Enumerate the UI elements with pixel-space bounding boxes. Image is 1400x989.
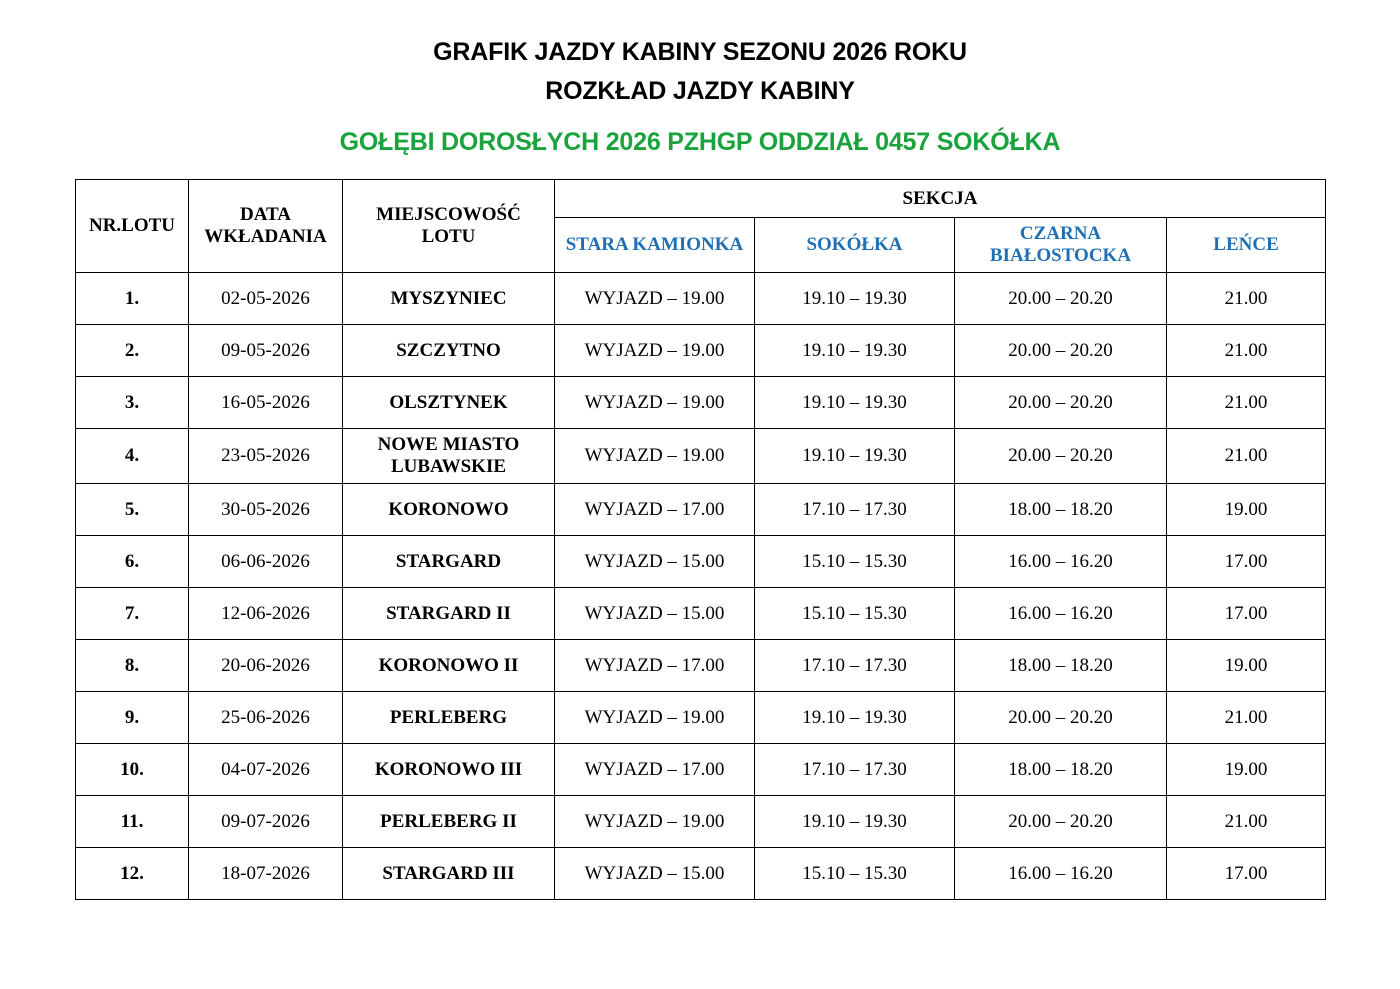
- page-title-secondary: ROZKŁAD JAZDY KABINY: [545, 77, 855, 105]
- cell-date: 12-06-2026: [189, 588, 343, 640]
- cell-date: 02-05-2026: [189, 273, 343, 325]
- table-body: [76, 273, 1326, 900]
- cell-nr: 3.: [76, 377, 189, 429]
- cell-czarna-bialostocka: 18.00 – 18.20: [955, 640, 1167, 692]
- cell-czarna-bialostocka: 16.00 – 16.20: [955, 588, 1167, 640]
- cell-sokolka: 19.10 – 19.30: [755, 692, 955, 744]
- header-sekcja: SEKCJA: [555, 180, 1326, 218]
- cell-place: STARGARD II: [343, 588, 555, 640]
- cell-stara-kamionka: WYJAZD – 15.00: [555, 588, 755, 640]
- page-title: GRAFIK JAZDY KABINY SEZONU 2026 ROKU: [433, 38, 967, 66]
- cell-nr: 12.: [76, 848, 189, 900]
- cell-place: KORONOWO: [343, 484, 555, 536]
- cell-czarna-bialostocka: 20.00 – 20.20: [955, 796, 1167, 848]
- table-row: [76, 536, 1326, 588]
- cell-place: OLSZTYNEK: [343, 377, 555, 429]
- cell-nr: 7.: [76, 588, 189, 640]
- cell-czarna-bialostocka: 16.00 – 16.20: [955, 536, 1167, 588]
- table-row: [76, 273, 1326, 325]
- cell-czarna-bialostocka: 20.00 – 20.20: [955, 692, 1167, 744]
- cell-lence: 17.00: [1167, 848, 1326, 900]
- cell-sokolka: 19.10 – 19.30: [755, 273, 955, 325]
- cell-sokolka: 15.10 – 15.30: [755, 588, 955, 640]
- table-row: [76, 744, 1326, 796]
- cell-sokolka: 17.10 – 17.30: [755, 640, 955, 692]
- cell-date: 30-05-2026: [189, 484, 343, 536]
- header-section-czarna-bialostocka: CZARNA BIAŁOSTOCKA: [955, 218, 1167, 273]
- cell-sokolka: 19.10 – 19.30: [755, 796, 955, 848]
- cell-stara-kamionka: WYJAZD – 19.00: [555, 692, 755, 744]
- cell-stara-kamionka: WYJAZD – 17.00: [555, 640, 755, 692]
- cell-czarna-bialostocka: 20.00 – 20.20: [955, 273, 1167, 325]
- cell-czarna-bialostocka: 20.00 – 20.20: [955, 429, 1167, 484]
- cell-nr: 5.: [76, 484, 189, 536]
- table-row: [76, 588, 1326, 640]
- cell-date: 16-05-2026: [189, 377, 343, 429]
- page-subtitle: GOŁĘBI DOROSŁYCH 2026 PZHGP ODDZIAŁ 0457 SOKÓŁKA: [339, 128, 1061, 156]
- header-section-lence: LEŃCE: [1167, 218, 1326, 273]
- table-row: [76, 377, 1326, 429]
- cell-nr: 4.: [76, 429, 189, 484]
- table-row: [76, 325, 1326, 377]
- cell-date: 25-06-2026: [189, 692, 343, 744]
- cell-date: 09-07-2026: [189, 796, 343, 848]
- cell-czarna-bialostocka: 20.00 – 20.20: [955, 325, 1167, 377]
- cell-czarna-bialostocka: 20.00 – 20.20: [955, 377, 1167, 429]
- cell-czarna-bialostocka: 18.00 – 18.20: [955, 484, 1167, 536]
- header-data-wkladania: DATA WKŁADANIA: [189, 180, 343, 273]
- table-row: [76, 640, 1326, 692]
- cell-lence: 21.00: [1167, 692, 1326, 744]
- cell-nr: 8.: [76, 640, 189, 692]
- cell-lence: 17.00: [1167, 588, 1326, 640]
- cell-date: 23-05-2026: [189, 429, 343, 484]
- cell-lence: 21.00: [1167, 377, 1326, 429]
- cell-sokolka: 17.10 – 17.30: [755, 484, 955, 536]
- cell-czarna-bialostocka: 18.00 – 18.20: [955, 744, 1167, 796]
- header-section-stara-kamionka: STARA KAMIONKA: [555, 218, 755, 273]
- cell-place: PERLEBERG: [343, 692, 555, 744]
- cell-place: SZCZYTNO: [343, 325, 555, 377]
- cell-lence: 19.00: [1167, 640, 1326, 692]
- cell-lence: 21.00: [1167, 325, 1326, 377]
- cell-nr: 9.: [76, 692, 189, 744]
- schedule-table: [75, 179, 1326, 900]
- cell-stara-kamionka: WYJAZD – 19.00: [555, 429, 755, 484]
- cell-nr: 1.: [76, 273, 189, 325]
- cell-nr: 11.: [76, 796, 189, 848]
- cell-stara-kamionka: WYJAZD – 17.00: [555, 744, 755, 796]
- table-row: [76, 429, 1326, 484]
- header-section-sokolka: SOKÓŁKA: [755, 218, 955, 273]
- cell-sokolka: 15.10 – 15.30: [755, 536, 955, 588]
- cell-nr: 10.: [76, 744, 189, 796]
- header-nr-lotu: NR.LOTU: [76, 180, 189, 273]
- table-header-row: [76, 180, 1326, 218]
- cell-sokolka: 19.10 – 19.30: [755, 377, 955, 429]
- table-row: [76, 484, 1326, 536]
- cell-place: NOWE MIASTO LUBAWSKIE: [343, 429, 555, 484]
- cell-date: 09-05-2026: [189, 325, 343, 377]
- cell-place: KORONOWO III: [343, 744, 555, 796]
- cell-place: MYSZYNIEC: [343, 273, 555, 325]
- cell-stara-kamionka: WYJAZD – 19.00: [555, 377, 755, 429]
- cell-czarna-bialostocka: 16.00 – 16.20: [955, 848, 1167, 900]
- cell-stara-kamionka: WYJAZD – 15.00: [555, 536, 755, 588]
- cell-date: 18-07-2026: [189, 848, 343, 900]
- cell-place: PERLEBERG II: [343, 796, 555, 848]
- cell-nr: 2.: [76, 325, 189, 377]
- cell-date: 04-07-2026: [189, 744, 343, 796]
- table-row: [76, 848, 1326, 900]
- cell-lence: 17.00: [1167, 536, 1326, 588]
- cell-lence: 21.00: [1167, 429, 1326, 484]
- cell-place: KORONOWO II: [343, 640, 555, 692]
- cell-date: 20-06-2026: [189, 640, 343, 692]
- header-miejscowosc-lotu: MIEJSCOWOŚĆ LOTU: [343, 180, 555, 273]
- cell-lence: 21.00: [1167, 273, 1326, 325]
- cell-lence: 21.00: [1167, 796, 1326, 848]
- cell-lence: 19.00: [1167, 744, 1326, 796]
- table-row: [76, 692, 1326, 744]
- cell-place: STARGARD III: [343, 848, 555, 900]
- cell-sokolka: 17.10 – 17.30: [755, 744, 955, 796]
- cell-date: 06-06-2026: [189, 536, 343, 588]
- cell-sokolka: 19.10 – 19.30: [755, 429, 955, 484]
- cell-place: STARGARD: [343, 536, 555, 588]
- cell-nr: 6.: [76, 536, 189, 588]
- cell-stara-kamionka: WYJAZD – 15.00: [555, 848, 755, 900]
- table-row: [76, 796, 1326, 848]
- cell-sokolka: 15.10 – 15.30: [755, 848, 955, 900]
- cell-stara-kamionka: WYJAZD – 19.00: [555, 325, 755, 377]
- cell-sokolka: 19.10 – 19.30: [755, 325, 955, 377]
- cell-lence: 19.00: [1167, 484, 1326, 536]
- cell-stara-kamionka: WYJAZD – 17.00: [555, 484, 755, 536]
- cell-stara-kamionka: WYJAZD – 19.00: [555, 273, 755, 325]
- cell-stara-kamionka: WYJAZD – 19.00: [555, 796, 755, 848]
